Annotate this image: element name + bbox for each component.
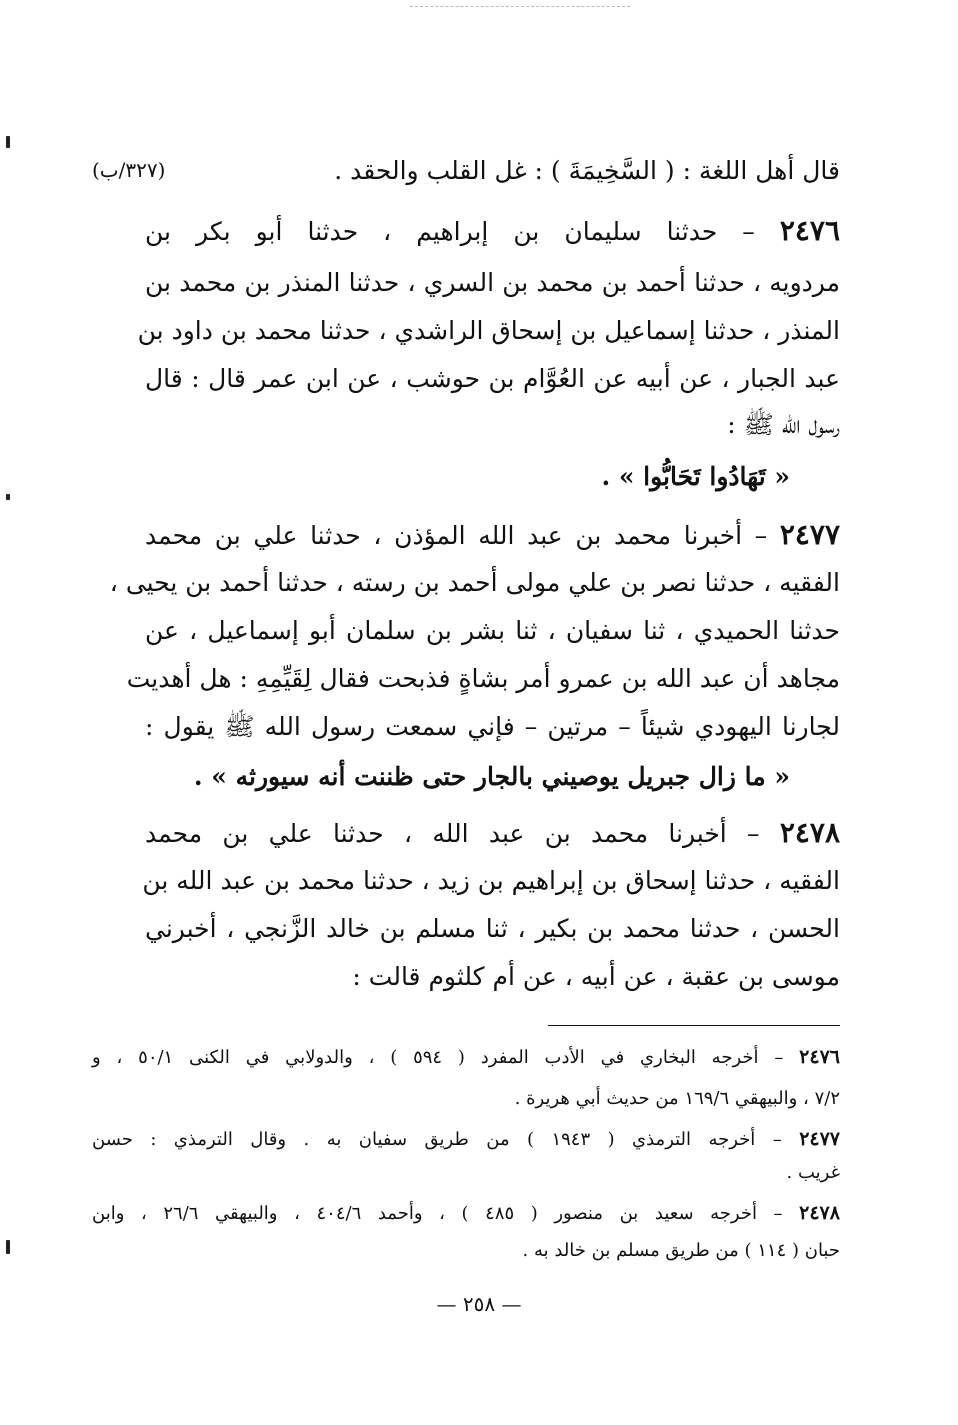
margin-mark xyxy=(6,494,10,500)
hadith-2477-matn xyxy=(145,752,790,802)
footnote-2476-line-2 xyxy=(92,1082,840,1116)
hadith-2478-line-4 xyxy=(145,952,840,1002)
footnote-number: ٢٤٧٨ xyxy=(799,1202,840,1224)
isnad-text: عبد الجبار ، عن أبيه عن العُوَّام بن حوشب ، عن ابن عمر قال : قال xyxy=(145,364,840,393)
hadith-2476-line-4 xyxy=(145,354,840,404)
lexicon-note xyxy=(334,146,840,196)
footnote-text: – أخرجه سعيد بن منصور ( ٤٨٥ ) ، وأحمد ٤٠٤/٦ ، والبيهقي ٢٦/٦ ، وابن xyxy=(92,1203,783,1224)
footnote-separator xyxy=(548,1025,840,1026)
footnote-2478-line-2 xyxy=(92,1234,840,1268)
isnad-text: – أخبرنا محمد بن عبد الله المؤذن ، حدثنا علي بن محمد xyxy=(145,521,768,550)
hadith-2476-line-5 xyxy=(145,400,840,450)
isnad-text: – حدثنا سليمان بن إبراهيم ، حدثنا أبو بكر بن xyxy=(145,217,755,246)
matn-text: « تَهَادُوا تَحَابُّوا » . xyxy=(601,462,790,491)
isnad-text: الفقيه ، حدثنا إسحاق بن إبراهيم بن زيد ، حدثنا محمد بن عبد الله بن xyxy=(142,866,840,895)
hadith-2477-line-5 xyxy=(145,702,840,752)
isnad-text: الفقيه ، حدثنا نصر بن علي مولى أحمد بن رسته ، حدثنا أحمد بن يحيى ، xyxy=(109,568,840,597)
footnote-text: – أخرجه الترمذي ( ١٩٤٣ ) من طريق سفيان به . وقال الترمذي : حسن xyxy=(92,1129,782,1150)
hadith-2476-line-2 xyxy=(145,258,840,308)
page-number: — ٢٥٨ — xyxy=(436,1292,522,1316)
footnote-2478-line-1 xyxy=(92,1196,840,1230)
footnote-text: غريب . xyxy=(786,1162,840,1183)
hadith-2477-line-2 xyxy=(109,558,840,608)
isnad-text: مجاهد أن عبد الله بن عمرو أمر بشاةٍ فذبحت فقال لِقَيِّمِهِ : هل أهديت xyxy=(126,664,840,693)
hadith-2477-line-1 xyxy=(145,510,840,560)
footnote-number: ٢٤٧٦ xyxy=(799,1046,840,1068)
isnad-text: رسول الله ﷺ : xyxy=(727,410,840,439)
isnad-text: موسى بن عقبة ، عن أبيه ، عن أم كلثوم قالت : xyxy=(352,962,840,991)
hadith-number: ٢٤٧٧ xyxy=(779,518,840,551)
hadith-2476-matn xyxy=(145,452,790,502)
hadith-number: ٢٤٧٨ xyxy=(779,816,840,849)
isnad-text: لجارنا اليهودي شيئاً – مرتين – فإني سمعت رسول الله ﷺ يقول : xyxy=(145,712,840,741)
footnote-number: ٢٤٧٧ xyxy=(799,1128,841,1150)
hadith-2476-line-3 xyxy=(137,306,840,356)
isnad-text: – أخبرنا محمد بن عبد الله ، حدثنا علي بن محمد xyxy=(145,819,760,848)
isnad-text: المنذر ، حدثنا إسماعيل بن إسحاق الراشدي ، حدثنا محمد بن داود بن xyxy=(137,316,840,345)
hadith-2478-line-3 xyxy=(145,904,840,954)
isnad-text: مردويه ، حدثنا أحمد بن محمد بن السري ، حدثنا المنذر بن محمد بن xyxy=(145,268,840,297)
lexicon-note-text: قال أهل اللغة : ( السَّخِيمَةَ ) : غل القلب والحقد . xyxy=(334,156,840,185)
footnote-2476-line-1 xyxy=(92,1040,840,1074)
footnote-text: حبان ( ١١٤ ) من طريق مسلم بن خالد به . xyxy=(522,1240,840,1261)
footnote-text: ٧/٢ ، والبيهقي ١٦٩/٦ من حديث أبي هريرة . xyxy=(514,1088,840,1109)
hadith-2478-line-2 xyxy=(142,856,840,906)
footnote-text: – أخرجه البخاري في الأدب المفرد ( ٥٩٤ ) ، والدولابي في الكنى ٥٠/١ ، و xyxy=(92,1047,784,1068)
isnad-text: حدثنا الحميدي ، ثنا سفيان ، ثنا بشر بن سلمان أبو إسماعيل ، عن xyxy=(145,616,840,645)
hadith-2476-line-1 xyxy=(145,206,840,256)
footnote-2477-line-2 xyxy=(92,1156,840,1190)
hadith-number: ٢٤٧٦ xyxy=(779,214,840,247)
hadith-2478-line-1 xyxy=(145,808,840,858)
margin-mark xyxy=(6,136,10,148)
top-edge-rule xyxy=(410,6,630,7)
hadith-2477-line-4 xyxy=(126,654,840,704)
hadith-2477-line-3 xyxy=(145,606,840,656)
folio-marker: (٣٢٧/ب) xyxy=(92,158,166,182)
matn-text: « ما زال جبريل يوصيني بالجار حتى ظننت أنه سيورثه » . xyxy=(193,762,790,791)
footnote-2477-line-1 xyxy=(92,1122,840,1156)
isnad-text: الحسن ، حدثنا محمد بن بكير ، ثنا مسلم بن خالد الزَّنجي ، أخبرني xyxy=(145,914,840,943)
margin-mark xyxy=(6,1240,10,1254)
